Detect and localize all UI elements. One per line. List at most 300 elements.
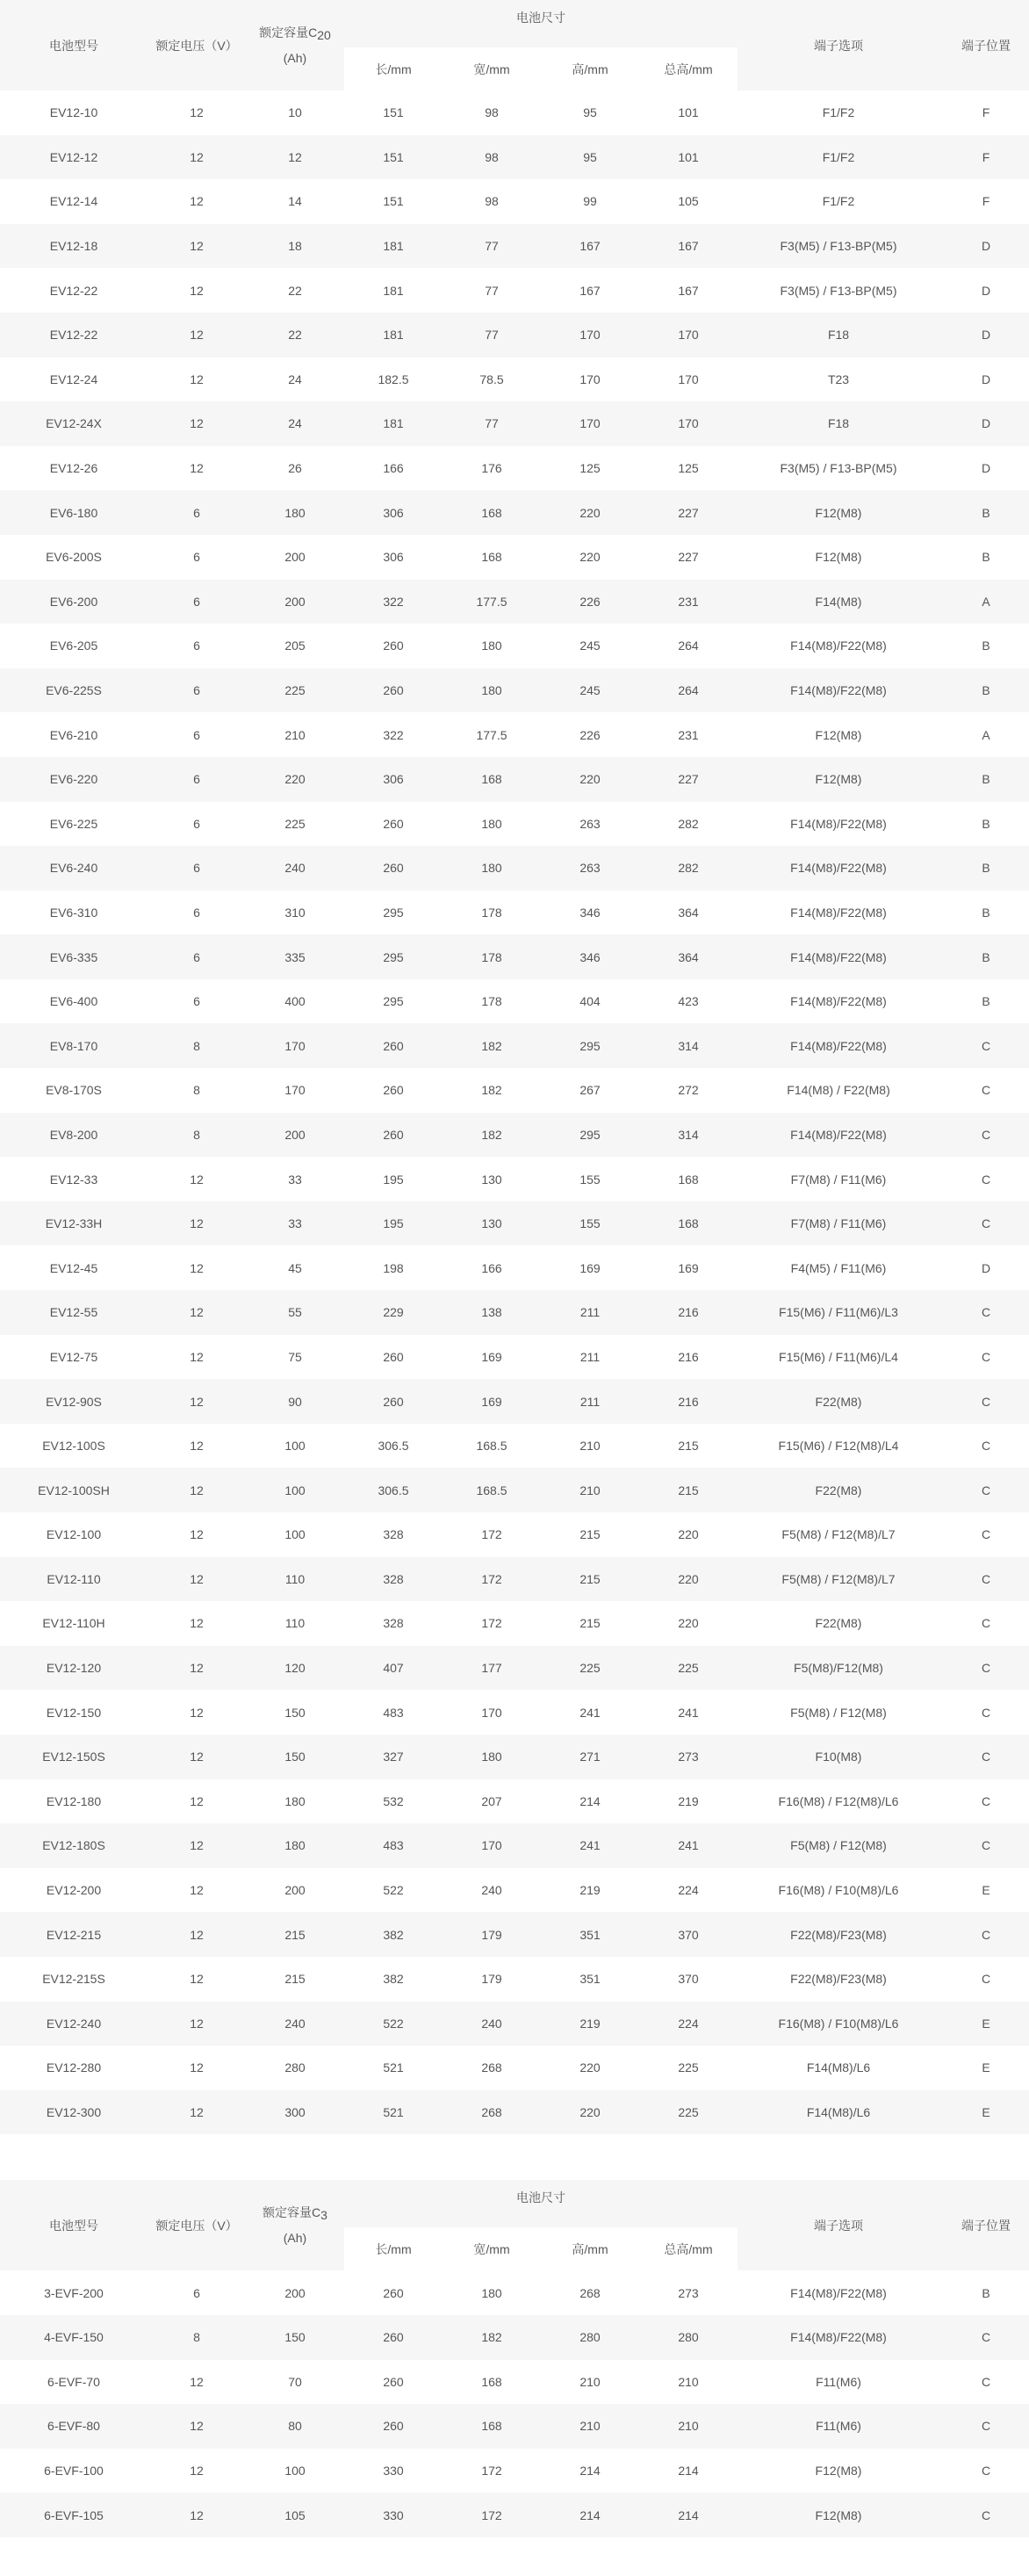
- cell-total-height: 167: [678, 239, 699, 254]
- cell-height: 271: [579, 1750, 601, 1764]
- cell-model: EV12-14: [49, 194, 98, 209]
- header-width: 宽/mm: [443, 47, 541, 90]
- cell-model: EV12-26: [49, 461, 98, 476]
- cell-terminal: F14(M8)/L6: [806, 2105, 871, 2120]
- cell-model: EV12-150: [46, 1705, 102, 1720]
- cell-model: EV6-310: [49, 905, 98, 920]
- cell-position: F: [982, 105, 990, 120]
- table-row: [0, 1601, 1029, 1646]
- cell-position: D: [981, 328, 991, 343]
- cell-length: 295: [383, 949, 404, 964]
- cell-total-height: 170: [678, 372, 699, 386]
- cell-total-height: 168: [678, 1172, 699, 1187]
- cell-position: E: [982, 2105, 990, 2120]
- cell-total-height: 216: [678, 1305, 699, 1320]
- cell-model: 6-EVF-80: [47, 2419, 100, 2434]
- cell-capacity: 33: [288, 1172, 302, 1187]
- cell-total-height: 125: [678, 461, 699, 476]
- table-body-c3: [0, 2270, 1029, 2537]
- cell-height: 226: [579, 594, 601, 609]
- cell-capacity: 225: [284, 816, 306, 831]
- header-dimensions: 电池尺寸: [344, 2180, 738, 2227]
- cell-voltage: 12: [190, 2463, 204, 2478]
- cell-model: EV12-45: [49, 1260, 98, 1275]
- cell-height: 280: [579, 2330, 601, 2345]
- cell-position: A: [982, 727, 990, 742]
- cell-voltage: 12: [190, 1661, 204, 1676]
- spec-table-c3: [0, 2180, 1029, 2537]
- cell-height: 210: [579, 2419, 601, 2434]
- cell-model: EV12-24X: [46, 416, 102, 431]
- cell-total-height: 224: [678, 2016, 699, 2031]
- cell-length: 198: [383, 1260, 404, 1275]
- cell-height: 214: [579, 1793, 601, 1808]
- cell-capacity: 240: [284, 2016, 306, 2031]
- cell-length: 166: [383, 461, 404, 476]
- header-capacity: [246, 2180, 344, 2270]
- cell-capacity: 80: [288, 2419, 302, 2434]
- cell-position: D: [981, 283, 991, 298]
- cell-total-height: 220: [678, 1527, 699, 1542]
- capacity-label: 额定容量C: [263, 2205, 321, 2220]
- cell-position: C: [981, 1972, 991, 1987]
- cell-width: 179: [481, 1972, 502, 1987]
- header-voltage: 额定电压（V）: [148, 0, 246, 90]
- table-row: [0, 2270, 1029, 2315]
- cell-length: 306: [383, 772, 404, 787]
- cell-height: 220: [579, 2105, 601, 2120]
- header-terminal: 端子选项: [738, 2180, 939, 2270]
- cell-height: 263: [579, 816, 601, 831]
- cell-capacity: 240: [284, 861, 306, 876]
- cell-length: 181: [383, 416, 404, 431]
- table-row: [0, 891, 1029, 935]
- table-row: [0, 1113, 1029, 1158]
- cell-capacity: 24: [288, 372, 302, 386]
- cell-voltage: 8: [193, 1038, 200, 1053]
- cell-position: B: [982, 772, 990, 787]
- cell-length: 260: [383, 2419, 404, 2434]
- table-row: [0, 979, 1029, 1024]
- cell-length: 260: [383, 861, 404, 876]
- cell-height: 215: [579, 1616, 601, 1631]
- cell-capacity: 10: [288, 105, 302, 120]
- cell-terminal: F3(M5) / F13-BP(M5): [780, 239, 897, 254]
- cell-model: EV6-220: [49, 772, 98, 787]
- cell-terminal: F14(M8)/F22(M8): [790, 994, 887, 1009]
- cell-capacity: 225: [284, 683, 306, 698]
- cell-total-height: 101: [678, 105, 699, 120]
- cell-model: EV8-200: [49, 1127, 98, 1142]
- cell-model: EV12-100SH: [38, 1483, 110, 1497]
- header-height: 高/mm: [541, 47, 639, 90]
- cell-capacity: 120: [284, 1661, 306, 1676]
- cell-model: EV12-100S: [42, 1439, 105, 1454]
- cell-model: EV12-22: [49, 328, 98, 343]
- table-row: [0, 802, 1029, 847]
- cell-position: B: [982, 994, 990, 1009]
- cell-terminal: F12(M8): [815, 505, 862, 520]
- cell-height: 210: [579, 1483, 601, 1497]
- cell-width: 240: [481, 2016, 502, 2031]
- cell-width: 130: [481, 1172, 502, 1187]
- cell-width: 180: [481, 2285, 502, 2300]
- cell-capacity: 14: [288, 194, 302, 209]
- cell-length: 195: [383, 1216, 404, 1231]
- cell-model: EV6-225S: [46, 683, 102, 698]
- cell-terminal: F14(M8): [815, 594, 862, 609]
- cell-capacity: 100: [284, 1483, 306, 1497]
- cell-position: C: [981, 1394, 991, 1409]
- cell-voltage: 8: [193, 1083, 200, 1098]
- cell-terminal: F1/F2: [822, 105, 855, 120]
- cell-terminal: F12(M8): [815, 550, 862, 565]
- cell-length: 330: [383, 2463, 404, 2478]
- cell-length: 260: [383, 1127, 404, 1142]
- cell-voltage: 12: [190, 149, 204, 164]
- cell-voltage: 12: [190, 1527, 204, 1542]
- table-row: [0, 2315, 1029, 2360]
- cell-height: 346: [579, 905, 601, 920]
- cell-width: 168: [481, 2419, 502, 2434]
- cell-height: 220: [579, 2060, 601, 2075]
- cell-terminal: F18: [827, 328, 850, 343]
- cell-height: 245: [579, 683, 601, 698]
- cell-width: 170: [481, 1838, 502, 1853]
- cell-position: B: [982, 550, 990, 565]
- cell-position: C: [981, 1349, 991, 1364]
- cell-terminal: F11(M6): [816, 2374, 861, 2389]
- table-row: [0, 1245, 1029, 1290]
- cell-total-height: 216: [678, 1349, 699, 1364]
- cell-terminal: F16(M8) / F10(M8)/L6: [778, 1883, 899, 1898]
- cell-height: 210: [579, 1439, 601, 1454]
- cell-length: 295: [383, 905, 404, 920]
- cell-length: 328: [383, 1616, 404, 1631]
- cell-capacity: 110: [284, 1571, 306, 1586]
- cell-width: 172: [481, 2507, 502, 2522]
- cell-total-height: 272: [678, 1083, 699, 1098]
- cell-length: 521: [383, 2060, 404, 2075]
- cell-length: 382: [383, 1927, 404, 1942]
- cell-voltage: 12: [190, 1216, 204, 1231]
- cell-height: 351: [579, 1972, 601, 1987]
- cell-height: 170: [579, 416, 601, 431]
- cell-position: C: [981, 1750, 991, 1764]
- cell-terminal: F22(M8)/F23(M8): [790, 1972, 887, 1987]
- cell-voltage: 12: [190, 1750, 204, 1764]
- cell-total-height: 105: [678, 194, 699, 209]
- cell-total-height: 220: [678, 1571, 699, 1586]
- cell-capacity: 150: [284, 1750, 306, 1764]
- cell-position: C: [981, 1083, 991, 1098]
- cell-voltage: 12: [190, 2419, 204, 2434]
- cell-length: 306.5: [378, 1439, 409, 1454]
- table-row: [0, 1735, 1029, 1779]
- cell-length: 260: [383, 1349, 404, 1364]
- cell-model: EV12-55: [49, 1305, 98, 1320]
- cell-position: C: [981, 1793, 991, 1808]
- cell-height: 245: [579, 639, 601, 653]
- cell-model: EV12-215: [46, 1927, 102, 1942]
- cell-capacity: 400: [284, 994, 306, 1009]
- cell-model: EV12-110: [47, 1571, 101, 1586]
- cell-model: EV6-335: [49, 949, 98, 964]
- cell-voltage: 6: [193, 861, 200, 876]
- table-row: [0, 1868, 1029, 1913]
- cell-model: EV12-280: [46, 2060, 102, 2075]
- cell-model: EV6-205: [49, 639, 98, 653]
- cell-position: C: [981, 1571, 991, 1586]
- capacity-unit: (Ah): [283, 2231, 307, 2246]
- cell-capacity: 100: [284, 1439, 306, 1454]
- cell-length: 151: [383, 105, 404, 120]
- cell-width: 182: [481, 1127, 502, 1142]
- cell-length: 181: [383, 328, 404, 343]
- cell-terminal: F14(M8)/F22(M8): [790, 2285, 887, 2300]
- cell-height: 215: [579, 1527, 601, 1542]
- cell-model: 6-EVF-105: [44, 2507, 104, 2522]
- cell-voltage: 12: [190, 1260, 204, 1275]
- table-row: [0, 2404, 1029, 2449]
- table-row: [0, 224, 1029, 269]
- cell-voltage: 6: [193, 994, 200, 1009]
- cell-capacity: 200: [284, 1883, 306, 1898]
- cell-position: B: [982, 2285, 990, 2300]
- cell-model: EV12-90S: [46, 1394, 102, 1409]
- cell-height: 241: [579, 1705, 601, 1720]
- header-length: 长/mm: [344, 2227, 443, 2270]
- cell-position: B: [982, 861, 990, 876]
- cell-terminal: F22(M8): [815, 1483, 862, 1497]
- header-width: 宽/mm: [443, 2227, 541, 2270]
- cell-voltage: 6: [193, 727, 200, 742]
- cell-length: 260: [383, 2285, 404, 2300]
- cell-length: 260: [383, 2330, 404, 2345]
- cell-width: 168.5: [476, 1483, 507, 1497]
- cell-voltage: 6: [193, 594, 200, 609]
- cell-capacity: 170: [284, 1038, 306, 1053]
- cell-position: D: [981, 372, 991, 386]
- cell-width: 166: [481, 1260, 502, 1275]
- cell-position: C: [981, 1439, 991, 1454]
- cell-terminal: F22(M8): [815, 1394, 862, 1409]
- table-row: [0, 1823, 1029, 1868]
- cell-width: 98: [485, 105, 499, 120]
- cell-model: EV12-240: [46, 2016, 102, 2031]
- cell-height: 169: [579, 1260, 601, 1275]
- cell-total-height: 241: [678, 1838, 699, 1853]
- cell-terminal: F18: [827, 416, 850, 431]
- table-row: [0, 1157, 1029, 1201]
- table-row: [0, 668, 1029, 713]
- cell-voltage: 6: [193, 505, 200, 520]
- header-position: 端子位置: [939, 2180, 1029, 2270]
- cell-width: 176: [481, 461, 502, 476]
- header-length: 长/mm: [344, 47, 443, 90]
- cell-capacity: 215: [284, 1927, 306, 1942]
- cell-width: 179: [481, 1927, 502, 1942]
- cell-width: 240: [481, 1883, 502, 1898]
- cell-capacity: 150: [284, 2330, 306, 2345]
- cell-terminal: F22(M8): [815, 1616, 862, 1631]
- cell-width: 172: [481, 1616, 502, 1631]
- cell-terminal: F7(M8) / F11(M6): [790, 1216, 887, 1231]
- table-row: [0, 2090, 1029, 2135]
- cell-model: 6-EVF-70: [47, 2374, 100, 2389]
- table-row: [0, 401, 1029, 446]
- cell-total-height: 101: [678, 149, 699, 164]
- table-row: [0, 1912, 1029, 1957]
- cell-capacity: 200: [284, 2285, 306, 2300]
- cell-capacity: 170: [284, 1083, 306, 1098]
- cell-width: 180: [481, 639, 502, 653]
- cell-length: 229: [383, 1305, 404, 1320]
- cell-position: B: [982, 505, 990, 520]
- cell-length: 260: [383, 639, 404, 653]
- cell-voltage: 12: [190, 283, 204, 298]
- cell-total-height: 227: [678, 505, 699, 520]
- cell-total-height: 370: [678, 1972, 699, 1987]
- cell-terminal: F1/F2: [822, 194, 855, 209]
- cell-voltage: 8: [193, 2330, 200, 2345]
- header-voltage: 额定电压（V）: [148, 2180, 246, 2270]
- table-row: [0, 580, 1029, 624]
- cell-model: EV12-120: [46, 1661, 102, 1676]
- cell-height: 219: [579, 1883, 601, 1898]
- cell-voltage: 12: [190, 1483, 204, 1497]
- cell-position: E: [982, 2060, 990, 2075]
- cell-total-height: 167: [678, 283, 699, 298]
- cell-model: EV8-170: [49, 1038, 98, 1053]
- cell-width: 168: [481, 772, 502, 787]
- cell-voltage: 12: [190, 1838, 204, 1853]
- cell-position: E: [982, 2016, 990, 2031]
- cell-length: 483: [383, 1838, 404, 1853]
- cell-capacity: 100: [284, 2463, 306, 2478]
- header-dimensions: 电池尺寸: [344, 0, 738, 47]
- cell-terminal: F11(M6): [816, 2419, 861, 2434]
- cell-terminal: T23: [827, 372, 850, 386]
- cell-height: 404: [579, 994, 601, 1009]
- cell-height: 295: [579, 1127, 601, 1142]
- cell-length: 181: [383, 283, 404, 298]
- cell-total-height: 364: [678, 905, 699, 920]
- cell-terminal: F14(M8)/L6: [806, 2060, 871, 2075]
- cell-capacity: 150: [284, 1705, 306, 1720]
- cell-capacity: 90: [288, 1394, 302, 1409]
- cell-position: C: [981, 1927, 991, 1942]
- cell-capacity: 22: [288, 283, 302, 298]
- cell-width: 169: [481, 1349, 502, 1364]
- cell-terminal: F16(M8) / F10(M8)/L6: [778, 2016, 899, 2031]
- cell-terminal: F5(M8) / F12(M8): [790, 1838, 887, 1853]
- cell-position: C: [981, 1661, 991, 1676]
- cell-position: C: [981, 1705, 991, 1720]
- cell-height: 155: [579, 1216, 601, 1231]
- cell-voltage: 12: [190, 2060, 204, 2075]
- cell-voltage: 6: [193, 639, 200, 653]
- capacity-subscript: 3: [320, 2208, 327, 2223]
- cell-position: B: [982, 683, 990, 698]
- cell-terminal: F22(M8)/F23(M8): [790, 1927, 887, 1942]
- cell-position: C: [981, 1483, 991, 1497]
- table-row: [0, 2449, 1029, 2493]
- cell-height: 210: [579, 2374, 601, 2389]
- cell-total-height: 273: [678, 2285, 699, 2300]
- cell-total-height: 282: [678, 861, 699, 876]
- cell-voltage: 12: [190, 1172, 204, 1187]
- cell-position: D: [981, 461, 991, 476]
- cell-voltage: 12: [190, 1571, 204, 1586]
- table-row: [0, 1290, 1029, 1335]
- cell-position: C: [981, 2463, 991, 2478]
- cell-width: 182: [481, 2330, 502, 2345]
- cell-model: EV6-225: [49, 816, 98, 831]
- cell-terminal: F14(M8)/F22(M8): [790, 816, 887, 831]
- cell-voltage: 12: [190, 1349, 204, 1364]
- cell-width: 177: [481, 1661, 502, 1676]
- cell-total-height: 231: [678, 727, 699, 742]
- table-row: [0, 446, 1029, 491]
- cell-model: EV12-100: [46, 1527, 102, 1542]
- cell-height: 125: [579, 461, 601, 476]
- cell-height: 214: [579, 2463, 601, 2478]
- cell-capacity: 200: [284, 550, 306, 565]
- cell-model: EV12-300: [46, 2105, 102, 2120]
- table-row: [0, 1023, 1029, 1068]
- cell-model: 4-EVF-150: [44, 2330, 104, 2345]
- cell-voltage: 6: [193, 2285, 200, 2300]
- header-model: 电池型号: [0, 2180, 148, 2270]
- cell-total-height: 264: [678, 683, 699, 698]
- cell-width: 130: [481, 1216, 502, 1231]
- cell-terminal: F15(M6) / F11(M6)/L4: [779, 1349, 898, 1364]
- cell-capacity: 335: [284, 949, 306, 964]
- header-terminal: 端子选项: [738, 0, 939, 90]
- table-row: [0, 934, 1029, 979]
- cell-width: 77: [485, 416, 499, 431]
- cell-height: 167: [579, 283, 601, 298]
- table-row: [0, 1335, 1029, 1380]
- cell-terminal: F14(M8)/F22(M8): [790, 2330, 887, 2345]
- cell-length: 260: [383, 2374, 404, 2389]
- cell-voltage: 12: [190, 2507, 204, 2522]
- cell-voltage: 6: [193, 949, 200, 964]
- cell-voltage: 12: [190, 1883, 204, 1898]
- cell-voltage: 12: [190, 372, 204, 386]
- cell-total-height: 216: [678, 1394, 699, 1409]
- cell-voltage: 12: [190, 1305, 204, 1320]
- cell-terminal: F14(M8)/F22(M8): [790, 861, 887, 876]
- cell-capacity: 26: [288, 461, 302, 476]
- cell-capacity: 70: [288, 2374, 302, 2389]
- cell-width: 177.5: [476, 594, 507, 609]
- header-model: 电池型号: [0, 0, 148, 90]
- cell-height: 351: [579, 1927, 601, 1942]
- cell-voltage: 12: [190, 194, 204, 209]
- cell-position: C: [981, 2507, 991, 2522]
- cell-width: 177.5: [476, 727, 507, 742]
- cell-model: EV12-150S: [42, 1750, 105, 1764]
- cell-terminal: F5(M8)/F12(M8): [794, 1661, 883, 1676]
- cell-capacity: 300: [284, 2105, 306, 2120]
- table-row: [0, 1557, 1029, 1602]
- cell-length: 295: [383, 994, 404, 1009]
- cell-width: 178: [481, 994, 502, 1009]
- cell-capacity: 100: [284, 1527, 306, 1542]
- cell-position: C: [981, 2374, 991, 2389]
